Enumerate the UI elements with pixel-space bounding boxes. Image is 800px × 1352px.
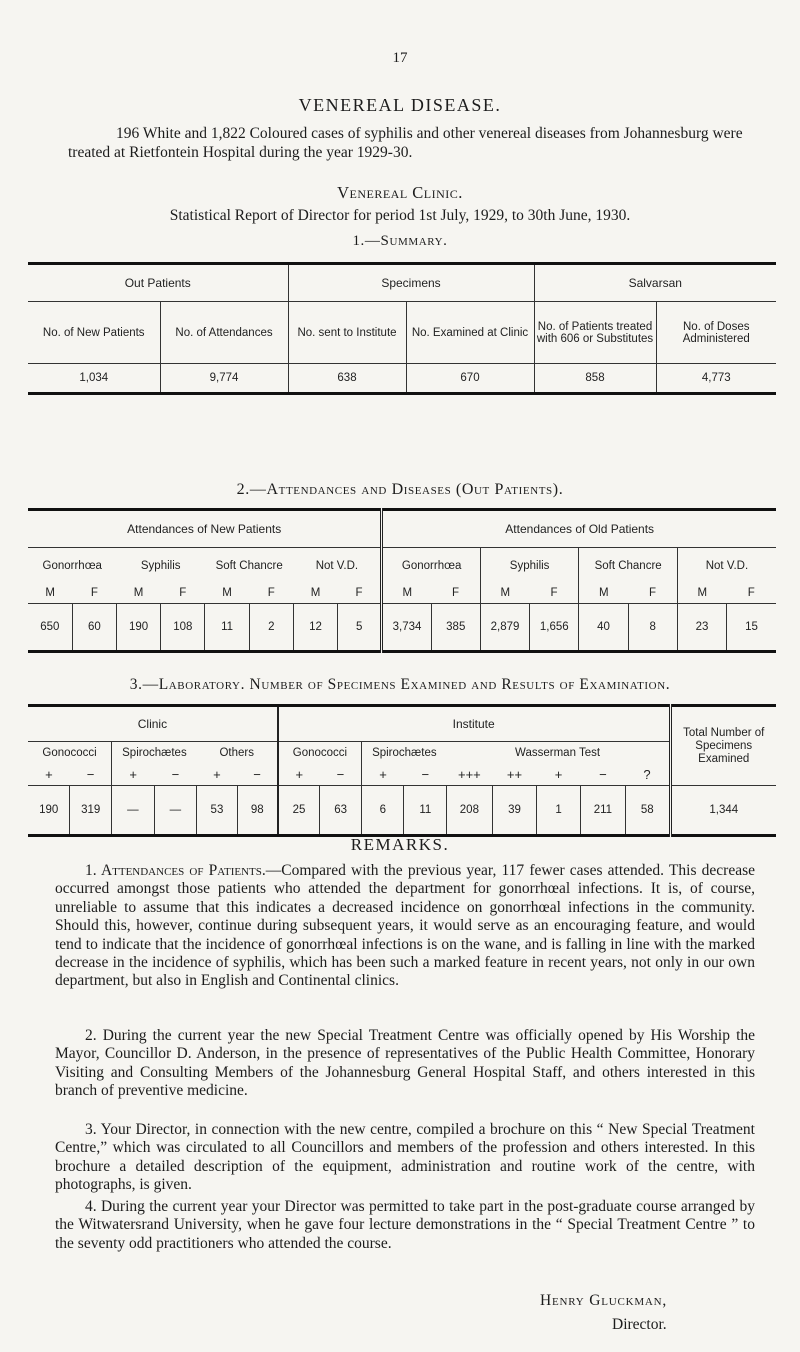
table-cell: 208 xyxy=(447,786,493,836)
signature-role: Director. xyxy=(612,1316,667,1333)
col-clinic-gonococci: Gonococci xyxy=(42,746,97,759)
remark-1-text: —Compared with the previous year, 117 fewer cases attended. This decrease occurred amongst those patients who attended the department for gonorrhœal infections. It is, of course, unreliable to assume that this indicates a decreased incidence on gonorrhœal infections in the community. Should this, however, continue during subsequent years, it would serve as an encouraging feature, and would tend to indicate that the incidence of gonorrhœal infections is on the wane, and is falling in line with the marked decrease in the incidence of syphilis, which has been such a marked feature in recent years, not only in our own department, but also in English and Continental clinics. xyxy=(55,862,756,990)
table-cell: 211 xyxy=(580,786,625,836)
laboratory-table xyxy=(28,704,776,837)
table-cell: 11 xyxy=(404,786,447,836)
table-cell: 190 xyxy=(116,604,160,652)
cat-not-vd-new: Not V.D. xyxy=(315,559,359,572)
group-specimens: Specimens xyxy=(288,264,534,302)
page-title: VENEREAL DISEASE. xyxy=(298,95,502,115)
table-cell: — xyxy=(154,786,197,836)
table-cell: 53 xyxy=(197,786,238,836)
signature-name: Henry Gluckman, xyxy=(540,1292,668,1309)
col-wasserman-test: Wasserman Test xyxy=(515,746,601,759)
label-plus: + xyxy=(278,764,320,786)
table-cell: 385 xyxy=(431,604,480,652)
label-minus: − xyxy=(171,766,180,782)
label-plus: + xyxy=(362,764,404,786)
table-cell: 3,734 xyxy=(382,604,431,652)
table-cell: 2,879 xyxy=(480,604,529,652)
remark-paragraph-2: 2. During the current year the new Special Treatment Centre was officially opened by His Worship the Mayor, Councillor D. Anderson, in the presence of representatives of the Public Health Committee, Honorary Visiting and Consulting Members of the Johannesburg General Hospital Staff, and others interested in this branch of preventive medicine. xyxy=(55,1027,755,1100)
table-cell: 108 xyxy=(161,604,205,652)
header-doses-administered: No. of Doses Administered xyxy=(656,302,776,364)
group-institute: Institute xyxy=(278,706,670,742)
table-cell: 58 xyxy=(625,786,670,836)
header-sent-to-institute: No. sent to Institute xyxy=(288,302,406,364)
table-cell: 23 xyxy=(677,604,726,652)
table-cell: 638 xyxy=(288,364,406,394)
table-cell: 12 xyxy=(293,604,337,652)
table-cell: — xyxy=(112,786,155,836)
group-old-patients: Attendances of Old Patients xyxy=(382,510,776,548)
label-f: F xyxy=(267,587,275,600)
label-m: M xyxy=(677,584,726,604)
group-salvarsan: Salvarsan xyxy=(534,264,776,302)
label-wasserman-double-plus: ++ xyxy=(506,766,523,782)
table-cell: 2 xyxy=(249,604,293,652)
label-minus: − xyxy=(253,766,261,782)
label-minus: − xyxy=(86,766,95,782)
label-f: F xyxy=(451,587,460,600)
table-cell: 25 xyxy=(278,786,320,836)
label-wasserman-minus: − xyxy=(599,766,607,782)
table-cell: 4,773 xyxy=(656,364,776,394)
label-m: M xyxy=(579,584,628,604)
section-heading-clinic: Venereal Clinic. xyxy=(337,183,463,202)
header-examined-at-clinic: No. Examined at Clinic xyxy=(406,302,534,364)
table-cell: 8 xyxy=(628,604,677,652)
laboratory-heading: 3.—Laboratory. Number of Specimens Examined and Results of Examination. xyxy=(129,676,671,693)
label-wasserman-query: ? xyxy=(643,766,651,782)
remark-paragraph-1 xyxy=(55,862,755,991)
cat-gonorrhoea-new: Gonorrhœa xyxy=(42,559,102,572)
table-cell: 670 xyxy=(406,364,534,394)
attendances-table xyxy=(28,508,776,653)
table-cell: 1,034 xyxy=(79,372,109,384)
table-cell: 98 xyxy=(237,786,278,836)
label-m: M xyxy=(382,584,431,604)
table-cell: 9,774 xyxy=(160,364,288,394)
header-total-specimens: Total Number of Specimens Examined xyxy=(670,706,776,786)
header-attendances: No. of Attendances xyxy=(160,302,288,364)
label-wasserman-plus: + xyxy=(554,766,563,782)
remark-1-lead: 1. Attendances of Patients. xyxy=(85,862,266,879)
label-m: M xyxy=(133,587,144,600)
table-cell: 650 xyxy=(28,604,72,652)
intro-paragraph: 196 White and 1,822 Coloured cases of syphilis and other venereal diseases from Johannesburg were treated at Rietfontein Hospital during the year 1929-30. xyxy=(68,125,743,161)
label-f: F xyxy=(648,587,657,600)
label-plus: + xyxy=(213,766,221,782)
label-minus: − xyxy=(421,766,430,782)
table-cell: 15 xyxy=(727,604,776,652)
header-patients-treated-606: No. of Patients treated with 606 or Substitutes xyxy=(534,302,656,364)
label-m: M xyxy=(45,587,55,600)
cat-not-vd-old: Not V.D. xyxy=(677,548,776,584)
col-institute-gonococci: Gonococci xyxy=(278,742,362,764)
table-cell: 5 xyxy=(338,604,382,652)
group-new-patients: Attendances of New Patients xyxy=(127,522,282,536)
table-cell: 190 xyxy=(28,786,70,836)
page-number: 17 xyxy=(392,50,408,66)
table-cell: 60 xyxy=(72,604,116,652)
table-cell: 39 xyxy=(492,786,537,836)
table-cell: 1 xyxy=(537,786,581,836)
report-line: Statistical Report of Director for period 1st July, 1929, to 30th June, 1930. xyxy=(169,207,631,224)
table-cell-total: 1,344 xyxy=(670,786,776,836)
remarks-heading: REMARKS. xyxy=(350,835,450,854)
table-cell: 11 xyxy=(205,604,249,652)
remark-paragraph-4: 4. During the current year your Director was permitted to take part in the post-graduate course arranged by the Witwatersrand University, when he gave four lecture demonstrations in the “ Special Treatment Centre ” to the seventy odd practitioners who attended the course. xyxy=(55,1198,755,1252)
label-f: F xyxy=(550,587,558,600)
attendances-heading: 2.—Attendances and Diseases (Out Patients). xyxy=(236,481,564,498)
label-plus: + xyxy=(45,766,53,782)
col-clinic-spirochaetes: Spirochætes xyxy=(112,742,197,764)
remark-paragraph-3: 3. Your Director, in connection with the new centre, compiled a brochure on this “ New Special Treatment Centre,” which was circulated to all Councillors and members of the profession and others interested. In this brochure a detailed description of the equipment, administration and routine work of the centre, with photographs, is given. xyxy=(55,1121,755,1194)
summary-heading: 1.—Summary. xyxy=(352,233,448,249)
group-out-patients: Out Patients xyxy=(124,276,191,290)
cat-gonorrhoea-old: Gonorrhœa xyxy=(382,548,481,584)
label-m: M xyxy=(310,587,321,600)
table-cell: 6 xyxy=(362,786,404,836)
group-clinic: Clinic xyxy=(137,717,168,731)
cat-syphilis-old: Syphilis xyxy=(480,548,579,584)
label-plus: + xyxy=(112,764,155,786)
table-cell: 40 xyxy=(579,604,628,652)
header-new-patients: No. of New Patients xyxy=(42,326,145,339)
cat-syphilis-new: Syphilis xyxy=(140,559,181,572)
label-f: F xyxy=(747,587,755,600)
label-m: M xyxy=(222,587,232,600)
label-wasserman-triple-plus: +++ xyxy=(457,766,481,782)
label-f: F xyxy=(179,587,187,600)
table-cell: 1,656 xyxy=(530,604,579,652)
table-cell: 858 xyxy=(534,364,656,394)
table-cell: 319 xyxy=(70,786,112,836)
col-institute-spirochaetes: Spirochætes xyxy=(362,742,447,764)
label-m: M xyxy=(480,584,529,604)
cat-soft-chancre-old: Soft Chancre xyxy=(579,548,678,584)
label-minus: − xyxy=(336,766,345,782)
label-f: F xyxy=(355,587,363,600)
summary-table xyxy=(28,262,776,395)
table-cell: 63 xyxy=(320,786,362,836)
col-clinic-others: Others xyxy=(219,746,254,759)
label-f: F xyxy=(90,587,98,600)
cat-soft-chancre-new: Soft Chancre xyxy=(215,559,283,572)
